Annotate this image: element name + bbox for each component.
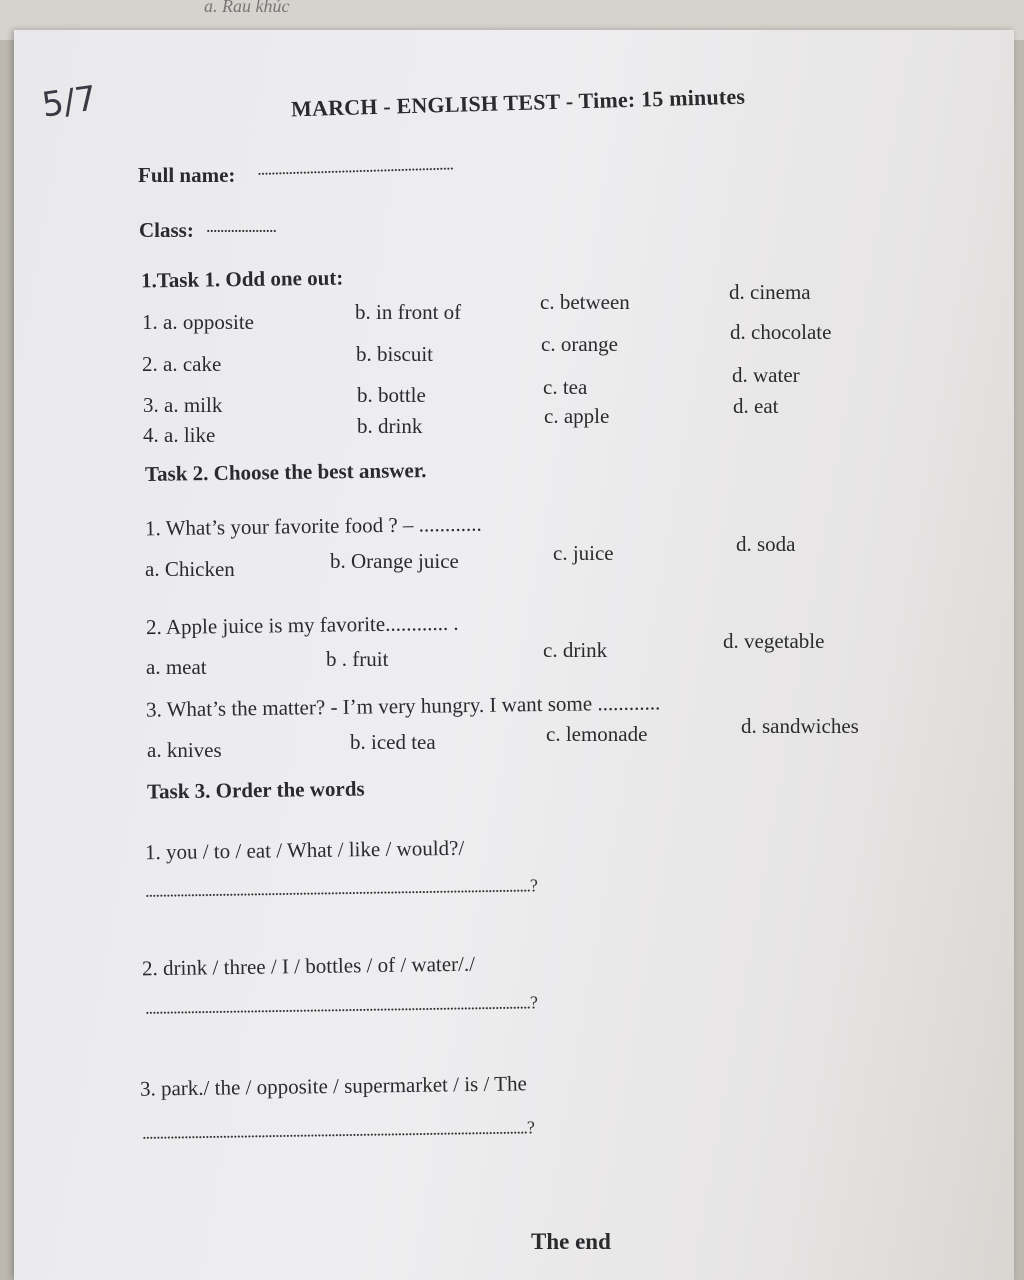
task2-q1: 1. What’s your favorite food ? – ............ bbox=[144, 511, 482, 541]
task1-q1-c: c. between bbox=[540, 290, 630, 314]
task1-q2-a: 2. a. cake bbox=[142, 352, 222, 376]
task1-q3-c: c. tea bbox=[543, 375, 588, 399]
task1-q2-d: d. chocolate bbox=[730, 320, 832, 344]
task3-q2-answer-line: ..............................................................................................................? bbox=[144, 992, 538, 1018]
task1-q1-a: 1. a. opposite bbox=[142, 310, 254, 334]
task1-q2-b: b. biscuit bbox=[356, 342, 433, 366]
task3-heading: Task 3. Order the words bbox=[146, 776, 365, 804]
task3-q1: 1. you / to / eat / What / like / would?/ bbox=[144, 835, 465, 865]
the-end-footer: The end bbox=[531, 1229, 611, 1254]
task2-q3-c: c. lemonade bbox=[546, 722, 648, 746]
task2-q1-c: c. juice bbox=[553, 541, 614, 565]
task2-q3-a: a. knives bbox=[147, 738, 222, 762]
task1-q4-d: d. eat bbox=[733, 394, 779, 418]
header-scribble: a. Rau khúc bbox=[204, 0, 290, 16]
task2-q3-b: b. iced tea bbox=[350, 730, 436, 754]
task2-q3-d: d. sandwiches bbox=[741, 714, 859, 738]
task1-q4-a: 4. a. like bbox=[143, 423, 216, 447]
task1-q3-d: d. water bbox=[732, 363, 800, 387]
score-mark: 5/7 bbox=[39, 78, 100, 126]
task2-q2-a: a. meat bbox=[146, 655, 207, 679]
task2-q2-b: b . fruit bbox=[326, 647, 389, 671]
task1-q3-b: b. bottle bbox=[357, 383, 426, 407]
task3-q3-answer-line: ..............................................................................................................? bbox=[141, 1117, 535, 1143]
task1-q4-b: b. drink bbox=[357, 414, 423, 438]
task2-q2-c: c. drink bbox=[543, 638, 608, 662]
test-paper bbox=[14, 0, 1014, 1280]
task3-q1-answer-line: ..............................................................................................................? bbox=[144, 875, 538, 901]
full-name-label: Full name: bbox=[138, 163, 236, 187]
task2-heading: Task 2. Choose the best answer. bbox=[144, 458, 427, 486]
task3-q3: 3. park./ the / opposite / supermarket / is / The bbox=[139, 1071, 528, 1101]
task2-q1-b: b. Orange juice bbox=[330, 549, 459, 573]
task2-q3: 3. What’s the matter? - I’m very hungry. I want some ............ bbox=[145, 690, 661, 722]
task2-q2-d: d. vegetable bbox=[723, 629, 825, 653]
task2-q2: 2. Apple juice is my favorite............ . bbox=[145, 610, 459, 640]
task2-q1-d: d. soda bbox=[736, 532, 796, 556]
task1-q2-c: c. orange bbox=[541, 332, 618, 356]
full-name-blank: ........................................................ bbox=[256, 153, 454, 179]
task1-q1-b: b. in front of bbox=[355, 300, 462, 324]
page-title: MARCH - ENGLISH TEST - Time: 15 minutes bbox=[290, 83, 746, 122]
class-label: Class: bbox=[139, 218, 194, 242]
task1-q1-d: d. cinema bbox=[729, 280, 811, 304]
class-blank: .................... bbox=[206, 216, 276, 236]
task1-q4-c: c. apple bbox=[544, 404, 610, 428]
task3-q2: 2. drink / three / I / bottles / of / water/./ bbox=[141, 951, 476, 981]
task2-q1-a: a. Chicken bbox=[145, 557, 235, 581]
task1-heading: 1.Task 1. Odd one out: bbox=[140, 265, 344, 293]
task1-q3-a: 3. a. milk bbox=[143, 393, 223, 417]
